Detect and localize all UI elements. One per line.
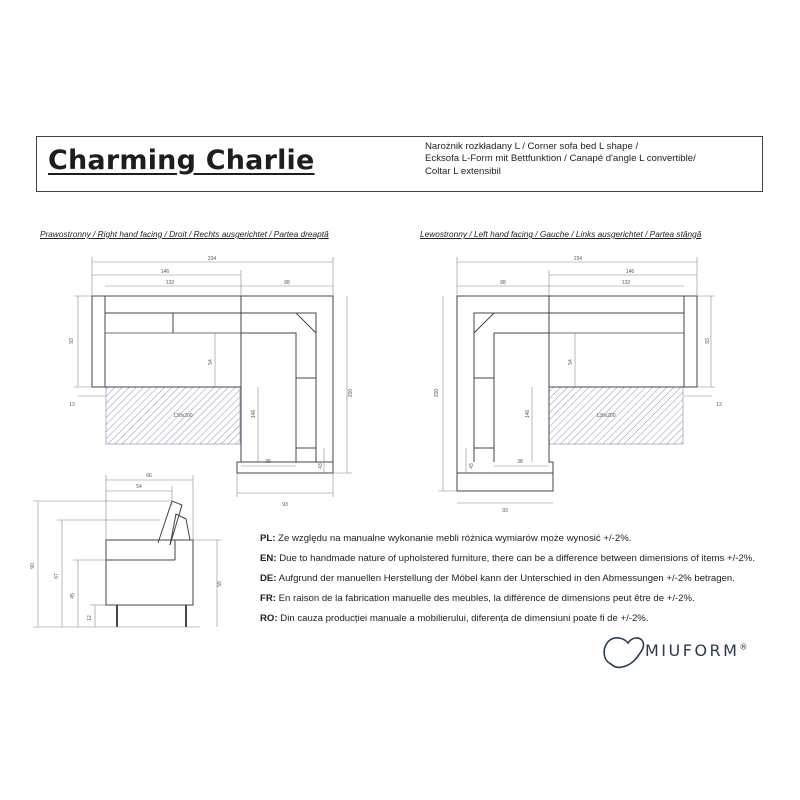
dim-seat-width: 146: [160, 269, 170, 275]
right-main-body: [105, 296, 241, 387]
dim-back-height: 59: [217, 581, 223, 587]
dim-chaise-width: 88: [500, 280, 506, 286]
subtitle-line: Coltar L extensibil: [425, 165, 501, 177]
brand-logo: [601, 632, 791, 672]
right-view-label: Prawostronny / Right hand facing / Droit / Rechts ausgerichtet / Partea dreaptă: [40, 229, 329, 239]
left-view-label: Lewostronny / Left hand facing / Gauche / Links ausgerichtet / Partea stângă: [420, 229, 702, 239]
dim-bed-offset: 13: [716, 402, 722, 408]
subtitle-line: Narożnik rozkładany L / Corner sofa bed L shape /: [425, 141, 639, 152]
dim-inner-width: 132: [165, 280, 175, 286]
bed-size-label: 130x200: [173, 413, 193, 419]
dim-side-seat-height: 67: [54, 573, 60, 579]
dim-side-seat-depth: 54: [136, 484, 142, 490]
dim-depth: 93: [705, 338, 711, 344]
dim-total-width: 234: [207, 256, 217, 262]
left-bed-area: [549, 387, 683, 444]
dim-chaise-length: 200: [348, 388, 354, 398]
dim-bed-offset: 13: [69, 402, 75, 408]
right-chaise: [237, 296, 333, 473]
note-row: RO: Din cauza producției manuale a mobilierului, diferența de dimensiuni poate fi de +/-2%.: [260, 613, 649, 624]
dim-seat-width: 146: [625, 269, 635, 275]
side-view: [33, 475, 222, 627]
left-chaise: [457, 296, 553, 491]
right-facing-plan: [74, 257, 352, 497]
dim-chaise-depth: 93: [502, 508, 508, 514]
dim-leg-height: 12: [87, 615, 93, 621]
dim-seat-depth: 54: [568, 359, 574, 365]
note-row: DE: Aufgrund der manuellen Herstellung der Möbel kann der Unterschied in den Abmessungen +/-2% betragen.: [260, 573, 735, 584]
right-left-arm: [92, 296, 105, 387]
dim-arm: 38: [265, 459, 271, 465]
right-dimension-labels: [69, 256, 354, 508]
side-dimension-labels: [30, 473, 223, 621]
left-right-arm: [684, 296, 697, 387]
tolerance-notes: [260, 529, 755, 629]
dim-depth: 93: [69, 338, 75, 344]
brand-name: MIUFORM®: [645, 641, 748, 660]
dim-chaise-width: 88: [284, 280, 290, 286]
note-row: PL: Ze względu na manualne wykonanie mebli różnica wymiarów może wynosić +/-2%.: [260, 533, 632, 544]
dim-total-width: 234: [573, 256, 583, 262]
dim-inner-width: 132: [621, 280, 631, 286]
dim-side-height: 90: [30, 563, 36, 569]
note-row: FR: En raison de la fabrication manuelle des meubles, la différence de dimensions peut être de +/-2%.: [260, 593, 695, 604]
dim-chaise-inner: 146: [251, 409, 257, 419]
note-row: EN: Due to handmade nature of upholstered furniture, there can be a difference between dimensions of items +/-2%.: [260, 553, 756, 564]
dim-floor-to-seat: 45: [70, 593, 76, 599]
dim-seat-depth: 54: [208, 359, 214, 365]
side-backrest: [158, 501, 182, 545]
dim-arm-depth: 43: [469, 463, 475, 469]
dim-side-depth: 66: [146, 473, 152, 479]
bed-size-label: 130x200: [596, 413, 616, 419]
left-facing-plan: [438, 257, 715, 503]
dim-chaise-length: 200: [434, 388, 440, 398]
side-seat-body: [106, 540, 193, 605]
dim-chaise-inner: 146: [525, 409, 531, 419]
left-dimension-labels: [434, 256, 722, 514]
dim-arm-depth: 43: [318, 463, 324, 469]
dim-chaise-depth: 93: [282, 502, 288, 508]
product-title: Charming Charlie: [48, 145, 315, 176]
subtitle-line: Ecksofa L-Form mit Bettfunktion / Canapé d'angle L convertible/: [425, 153, 696, 165]
dim-arm: 38: [517, 459, 523, 465]
left-main-body: [549, 296, 684, 387]
